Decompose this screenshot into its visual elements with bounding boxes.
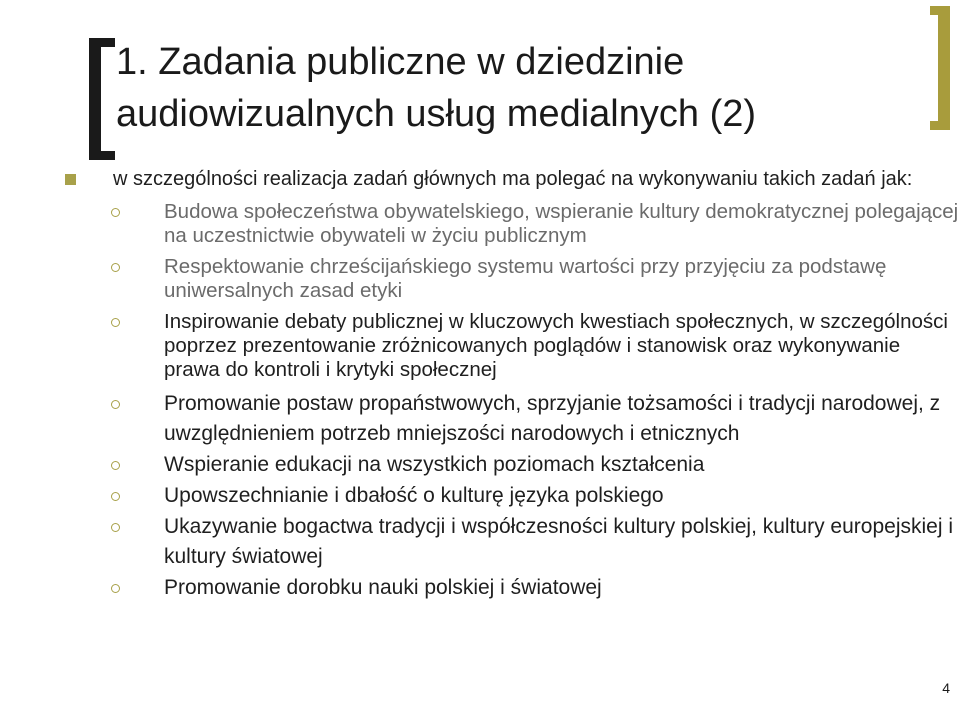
list-item: [0, 389, 960, 449]
list-item: [0, 512, 960, 572]
list-item: [0, 450, 960, 480]
circle-bullet-icon: [111, 400, 120, 409]
circle-bullet-icon: [111, 263, 120, 272]
list-item: [0, 481, 960, 511]
list-item: [0, 255, 960, 303]
circle-bullet-icon: [111, 461, 120, 470]
list-item-text: Budowa społeczeństwa obywatelskiego, wspieranie kultury demokratycznej polegającej na uczestnictwie obywateli w życiu publicznym: [164, 200, 959, 247]
circle-bullet-icon: [111, 492, 120, 501]
task-list: [0, 200, 960, 603]
list-item-text: Upowszechnianie i dbałość o kulturę języka polskiego: [164, 484, 664, 507]
left-bracket-decoration: [89, 38, 115, 160]
slide-title-line-1: 1. Zadania publiczne w dziedzinie: [116, 41, 685, 83]
list-item-text: Promowanie postaw propaństwowych, sprzyjanie tożsamości i tradycji narodowej, z uwzględnieniem potrzeb mniejszości narodowych i etnicznych: [164, 392, 941, 445]
circle-bullet-icon: [111, 318, 120, 327]
list-item-text: Wspieranie edukacji na wszystkich poziomach kształcenia: [164, 453, 705, 476]
slide-title: [116, 36, 916, 140]
circle-bullet-icon: [111, 523, 120, 532]
list-item-text: Inspirowanie debaty publicznej w kluczowych kwestiach społecznych, w szczególności poprzez prezentowanie zróżnicowanych poglądów i stanowisk oraz wykonywanie prawa do kontroli i krytyki społecznej: [164, 310, 948, 381]
intro-text: w szczególności realizacja zadań głównych ma polegać na wykonywaniu takich zadań jak:: [113, 168, 913, 190]
list-item: [0, 200, 960, 248]
slide-content: [0, 167, 960, 604]
list-item-text: Ukazywanie bogactwa tradycji i współczesności kultury polskiej, kultury europejskiej i kultury światowej: [164, 515, 953, 568]
circle-bullet-icon: [111, 208, 120, 217]
list-item-text: Promowanie dorobku nauki polskiej i światowej: [164, 576, 602, 599]
slide-title-line-2: audiowizualnych usług medialnych (2): [116, 93, 757, 135]
page-number: 4: [942, 680, 950, 696]
circle-bullet-icon: [111, 584, 120, 593]
list-item: [0, 573, 960, 603]
intro-bullet: [0, 167, 960, 191]
right-bracket-decoration: [930, 6, 950, 130]
list-item: [0, 310, 960, 382]
list-item-text: Respektowanie chrześcijańskiego systemu wartości przy przyjęciu za podstawę uniwersalnych zasad etyki: [164, 255, 887, 302]
square-bullet-icon: [65, 174, 76, 185]
